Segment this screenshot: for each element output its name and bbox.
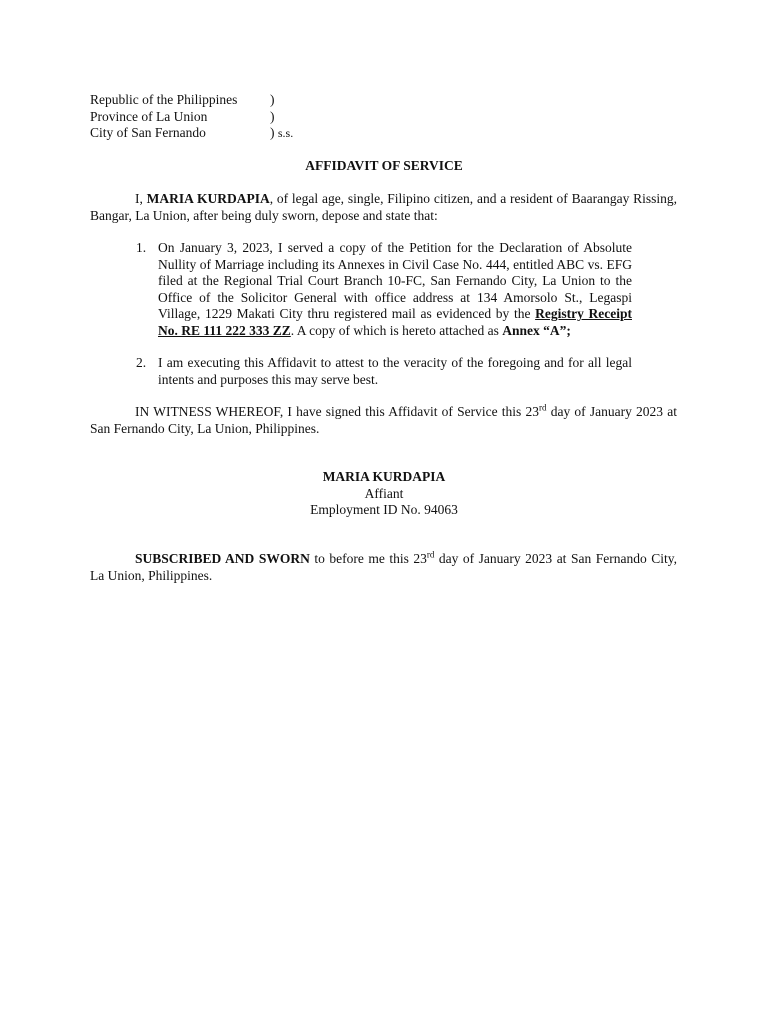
item-text	[158, 240, 632, 339]
item-number: 2.	[136, 355, 147, 370]
list-item	[136, 355, 678, 388]
venue-province: Province of La Union	[90, 108, 208, 124]
signatory-id: Employment ID No. 94063	[310, 502, 458, 517]
jurat-heading: SUBSCRIBED AND SWORN	[135, 551, 310, 566]
item-body-continued: . A copy of which is hereto attached as	[290, 322, 499, 338]
jurat-paragraph	[90, 551, 677, 584]
intro-text: , of legal age, single, Filipino citizen, and a resident of Baarangay Rissing, Bangar, La Union, after being duly sworn, depose and state that:	[90, 191, 677, 223]
venue-bracket: )	[270, 92, 275, 107]
intro-pre: I,	[135, 191, 143, 206]
venue-bracket: )	[270, 108, 275, 124]
venue-row	[90, 125, 293, 142]
registry-receipt: Registry Receipt No. RE 111 222 333 ZZ	[158, 306, 632, 338]
affiant-name: MARIA KURDAPIA	[146, 191, 270, 206]
venue-row	[90, 109, 293, 126]
witness-text-end: day of January 2023 at San Fernando City, La Union, Philippines.	[90, 404, 678, 436]
ordinal-suffix: rd	[426, 549, 435, 560]
venue-city: City of San Fernando	[90, 125, 206, 140]
signatory-role: Affiant	[364, 485, 404, 501]
document-title: AFFIDAVIT OF SERVICE	[305, 158, 463, 173]
signatory-name: MARIA KURDAPIA	[322, 469, 446, 484]
ss-abbreviation: s.s.	[277, 126, 294, 140]
jurat-text-end: day of January 2023 at San Fernando City, La Union, Philippines.	[90, 551, 677, 583]
witness-paragraph	[90, 404, 677, 437]
venue-row	[90, 92, 293, 109]
item-number: 1.	[136, 240, 147, 255]
intro-paragraph	[90, 191, 677, 224]
signature-block	[0, 469, 768, 519]
venue-block	[90, 92, 293, 142]
venue-bracket-ss	[270, 125, 293, 142]
annex-reference: Annex “A”;	[502, 322, 571, 338]
venue-bracket: )	[270, 125, 275, 140]
ordinal-suffix: rd	[539, 402, 547, 413]
item-body: On January 3, 2023, I served a copy of the Petition for the Declaration of Absolute Nullity of Marriage including its Annexes in Civil Case No. 444, entitled ABC vs. EFG filed at the Regional Trial Court Branch 10-FC, San Fernando City, La Union to the Office of the Solicitor General with office address at 134 Amorsolo St., Legaspi Village, 1229 Makati City thru registered mail as evidenced by the	[158, 240, 632, 321]
item-text: I am executing this Affidavit to attest to the veracity of the foregoing and for all legal intents and purposes this may serve best.	[158, 355, 632, 387]
jurat-text: to before me this 23	[309, 551, 427, 566]
list-item	[136, 240, 678, 339]
witness-text: IN WITNESS WHEREOF, I have signed this Affidavit of Service this 23	[135, 404, 540, 419]
venue-country: Republic of the Philippines	[90, 92, 238, 107]
